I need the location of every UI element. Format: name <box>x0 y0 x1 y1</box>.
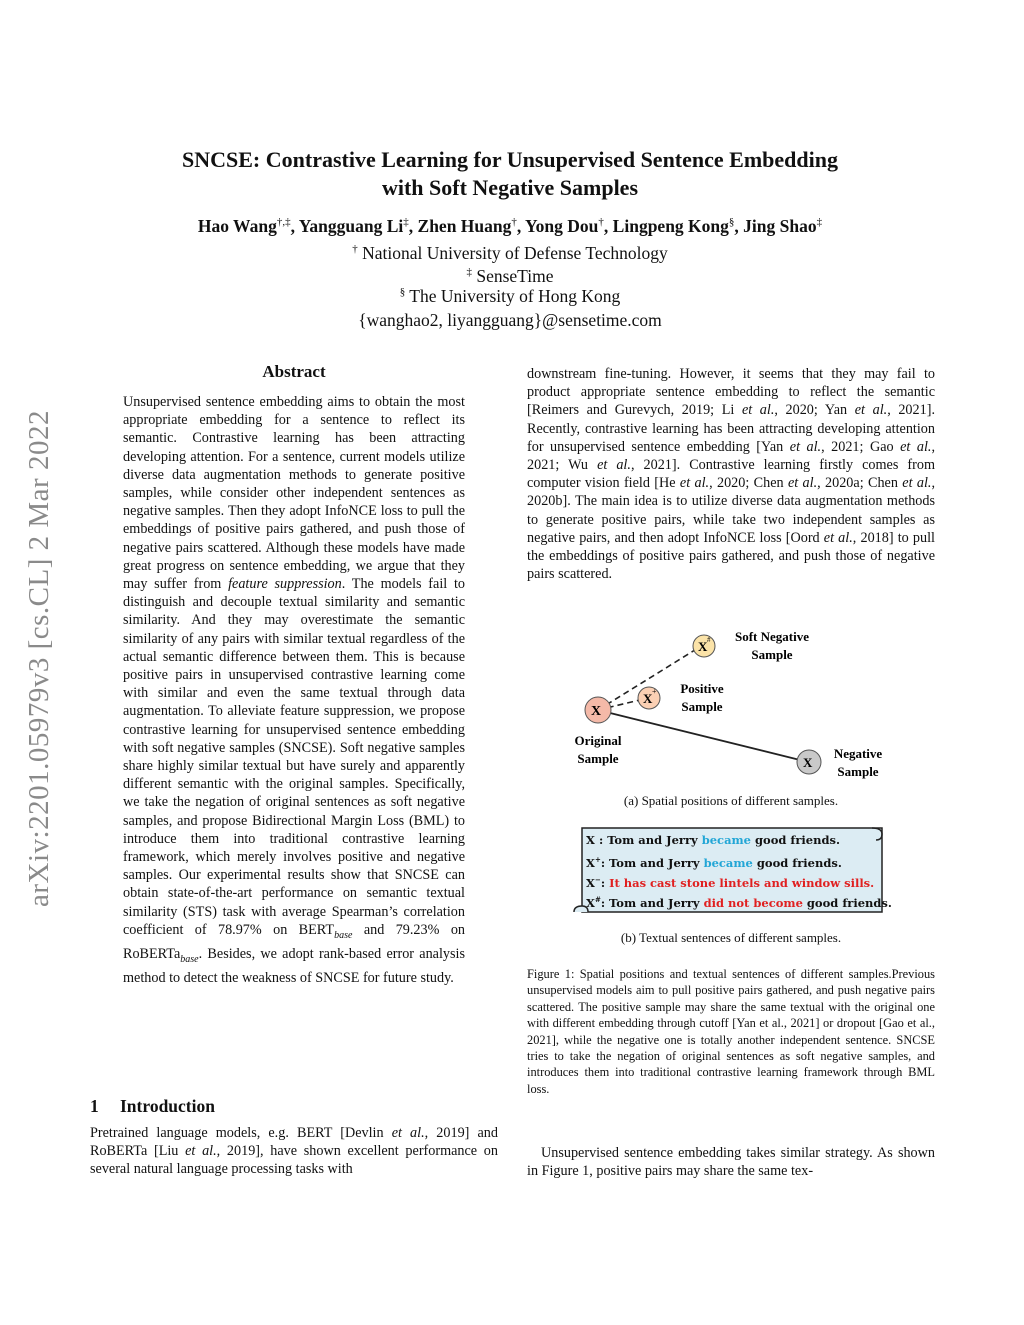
affiliation-hku: § The University of Hong Kong <box>399 286 621 306</box>
affiliation-sensetime: ‡ SenseTime <box>466 266 554 286</box>
positive-label-1: Positive <box>680 681 724 696</box>
original-label-1: Original <box>574 733 622 748</box>
negative-label-2: Sample <box>837 764 879 779</box>
author-email: {wanghao2, liyangguang}@sensetime.com <box>358 310 662 330</box>
paper-title: SNCSE: Contrastive Learning for Unsupervised Sentence Embedding with Soft Negative Samples <box>182 147 838 200</box>
intro-paragraph: Pretrained language models, e.g. BERT [Devlin et al., 2019] and RoBERTa [Liu et al., 2019], have shown excellent performance on several natural language processing tasks with <box>90 1125 498 1178</box>
negative-node-label: X <box>803 755 813 770</box>
sentence-negative: X−: It has cast stone lintels and window sills. <box>586 875 875 890</box>
abstract-heading: Abstract <box>262 362 326 381</box>
figure-spatial-diagram <box>528 620 934 810</box>
figure-1-caption: Figure 1: Spatial positions and textual sentences of different samples.Previous unsupervised models aim to pull positive pairs gathered, and push negative pairs scattered. The positive sample may share the same textual with the original one with different embedding through cutoff [Yan et al., 2021] or dropout [Gao et al., 2021], while the negative one is totally another independent sentence. SNCSE tries to take the negation of original sentences as soft negative samples, and introduces them into traditional contrastive learning framework through BML loss. <box>527 967 935 1096</box>
figure-caption-a: (a) Spatial positions of different samples. <box>623 793 839 808</box>
soft-negative-sup: # <box>707 636 711 644</box>
original-node-label: X <box>591 704 602 719</box>
soft-negative-node-label: X <box>698 639 708 654</box>
right-bottom-paragraph: Unsupervised sentence embedding takes similar strategy. As shown in Figure 1, positive pairs may share the same tex- <box>527 1145 935 1180</box>
right-column-paragraph: downstream fine-tuning. However, it seems that they may fail to product appropriate sentence embedding to reflect the semantic [Reimers and Gurevych, 2019; Li et al., 2020; Yan et al., 2021]. Recently, contrastive learning has been attracting developing attention for unsupervised sentence embedding [Yan et al., 2021; Gao et al., 2021; Wu et al., 2021]. Contrastive learning firstly comes from computer vision field [He et al., 2020; Chen et al., 2020a; Chen et al., 2020b]. The main idea is to utilize diverse data augmentation methods to generate positive pairs, while take two independent samples as negative pairs, and then adopt InfoNCE loss [Oord et al., 2018] to pull the embeddings of positive pairs gathered, and push those of negative pairs scattered. <box>527 366 935 583</box>
negative-edge <box>598 710 808 762</box>
sample-sentences <box>586 830 892 910</box>
abstract-text: Unsupervised sentence embedding aims to obtain the most appropriate embedding for a sentence to reflect its semantic. Contrastive learning has been attracting developing attention. For a sentence, current models utilize diverse data augmentation methods to generate positive samples, while consider other independent sentences as negative samples. Then they adopt InfoNCE loss to pull the embeddings of positive pairs gathered, and push those of negative pairs scattered. Although these models have made great progress on sentence embedding, we argue that they may suffer from feature suppression. The models fail to distinguish and decouple textual similarity and semantic similarity. And they may overestimate the semantic similarity of any pairs with similar textual regardless of the actual semantic difference between them. This is because positive pairs in unsupervised contrastive learning come with similar and even the same textual through data augmentation. To alleviate feature suppression, we propose contrastive learning for unsupervised sentence embedding with soft negative samples (SNCSE). Soft negative samples share highly similar textual but have surely and apparently different semantic with the original samples. Specifically, we take the negation of original sentences as soft negative samples, and propose Bidirectional Margin Loss (BML) to introduce them into traditional contrastive learning framework, which merely involves positive and negative samples. Our experimental results show that SNCSE can obtain state-of-the-art performance on semantic textual similarity (STS) task with average Spearman’s correlation coefficient of 78.97% on $BERT_{base}$ and 79.23% on RoBERTa$_{base}$. Besides, we adopt rank-based error analysis method to detect the weakness of SNCSE for future study. <box>123 394 466 986</box>
positive-label-2: Sample <box>681 699 723 714</box>
soft-negative-label-2: Sample <box>751 647 793 662</box>
section-heading-introduction: 1 Introduction <box>90 1096 215 1116</box>
soft-negative-label-1: Soft Negative <box>734 629 810 644</box>
positive-node-label: X <box>643 691 653 706</box>
positive-sup: + <box>652 687 657 696</box>
author-list: Hao Wang†,‡, Yangguang Li‡, Zhen Huang†, Yong Dou†, Lingpeng Kong§, Jing Shao‡ <box>197 216 823 236</box>
negative-label-1: Negative <box>833 746 883 761</box>
affiliation-nudt: † National University of Defense Technology <box>352 243 668 263</box>
sentence-soft-negative: X#: Tom and Jerry did not become good friends. <box>586 895 892 910</box>
arxiv-identifier: arXiv:2201.05979v3 [cs.CL] 2 Mar 2022 <box>22 409 55 907</box>
sentence-positive: X+: Tom and Jerry became good friends. <box>586 855 842 870</box>
sentence-original: X : Tom and Jerry became good friends. <box>586 833 841 847</box>
original-label-2: Sample <box>577 751 619 766</box>
figure-caption-b: (b) Textual sentences of different samples. <box>620 930 842 945</box>
